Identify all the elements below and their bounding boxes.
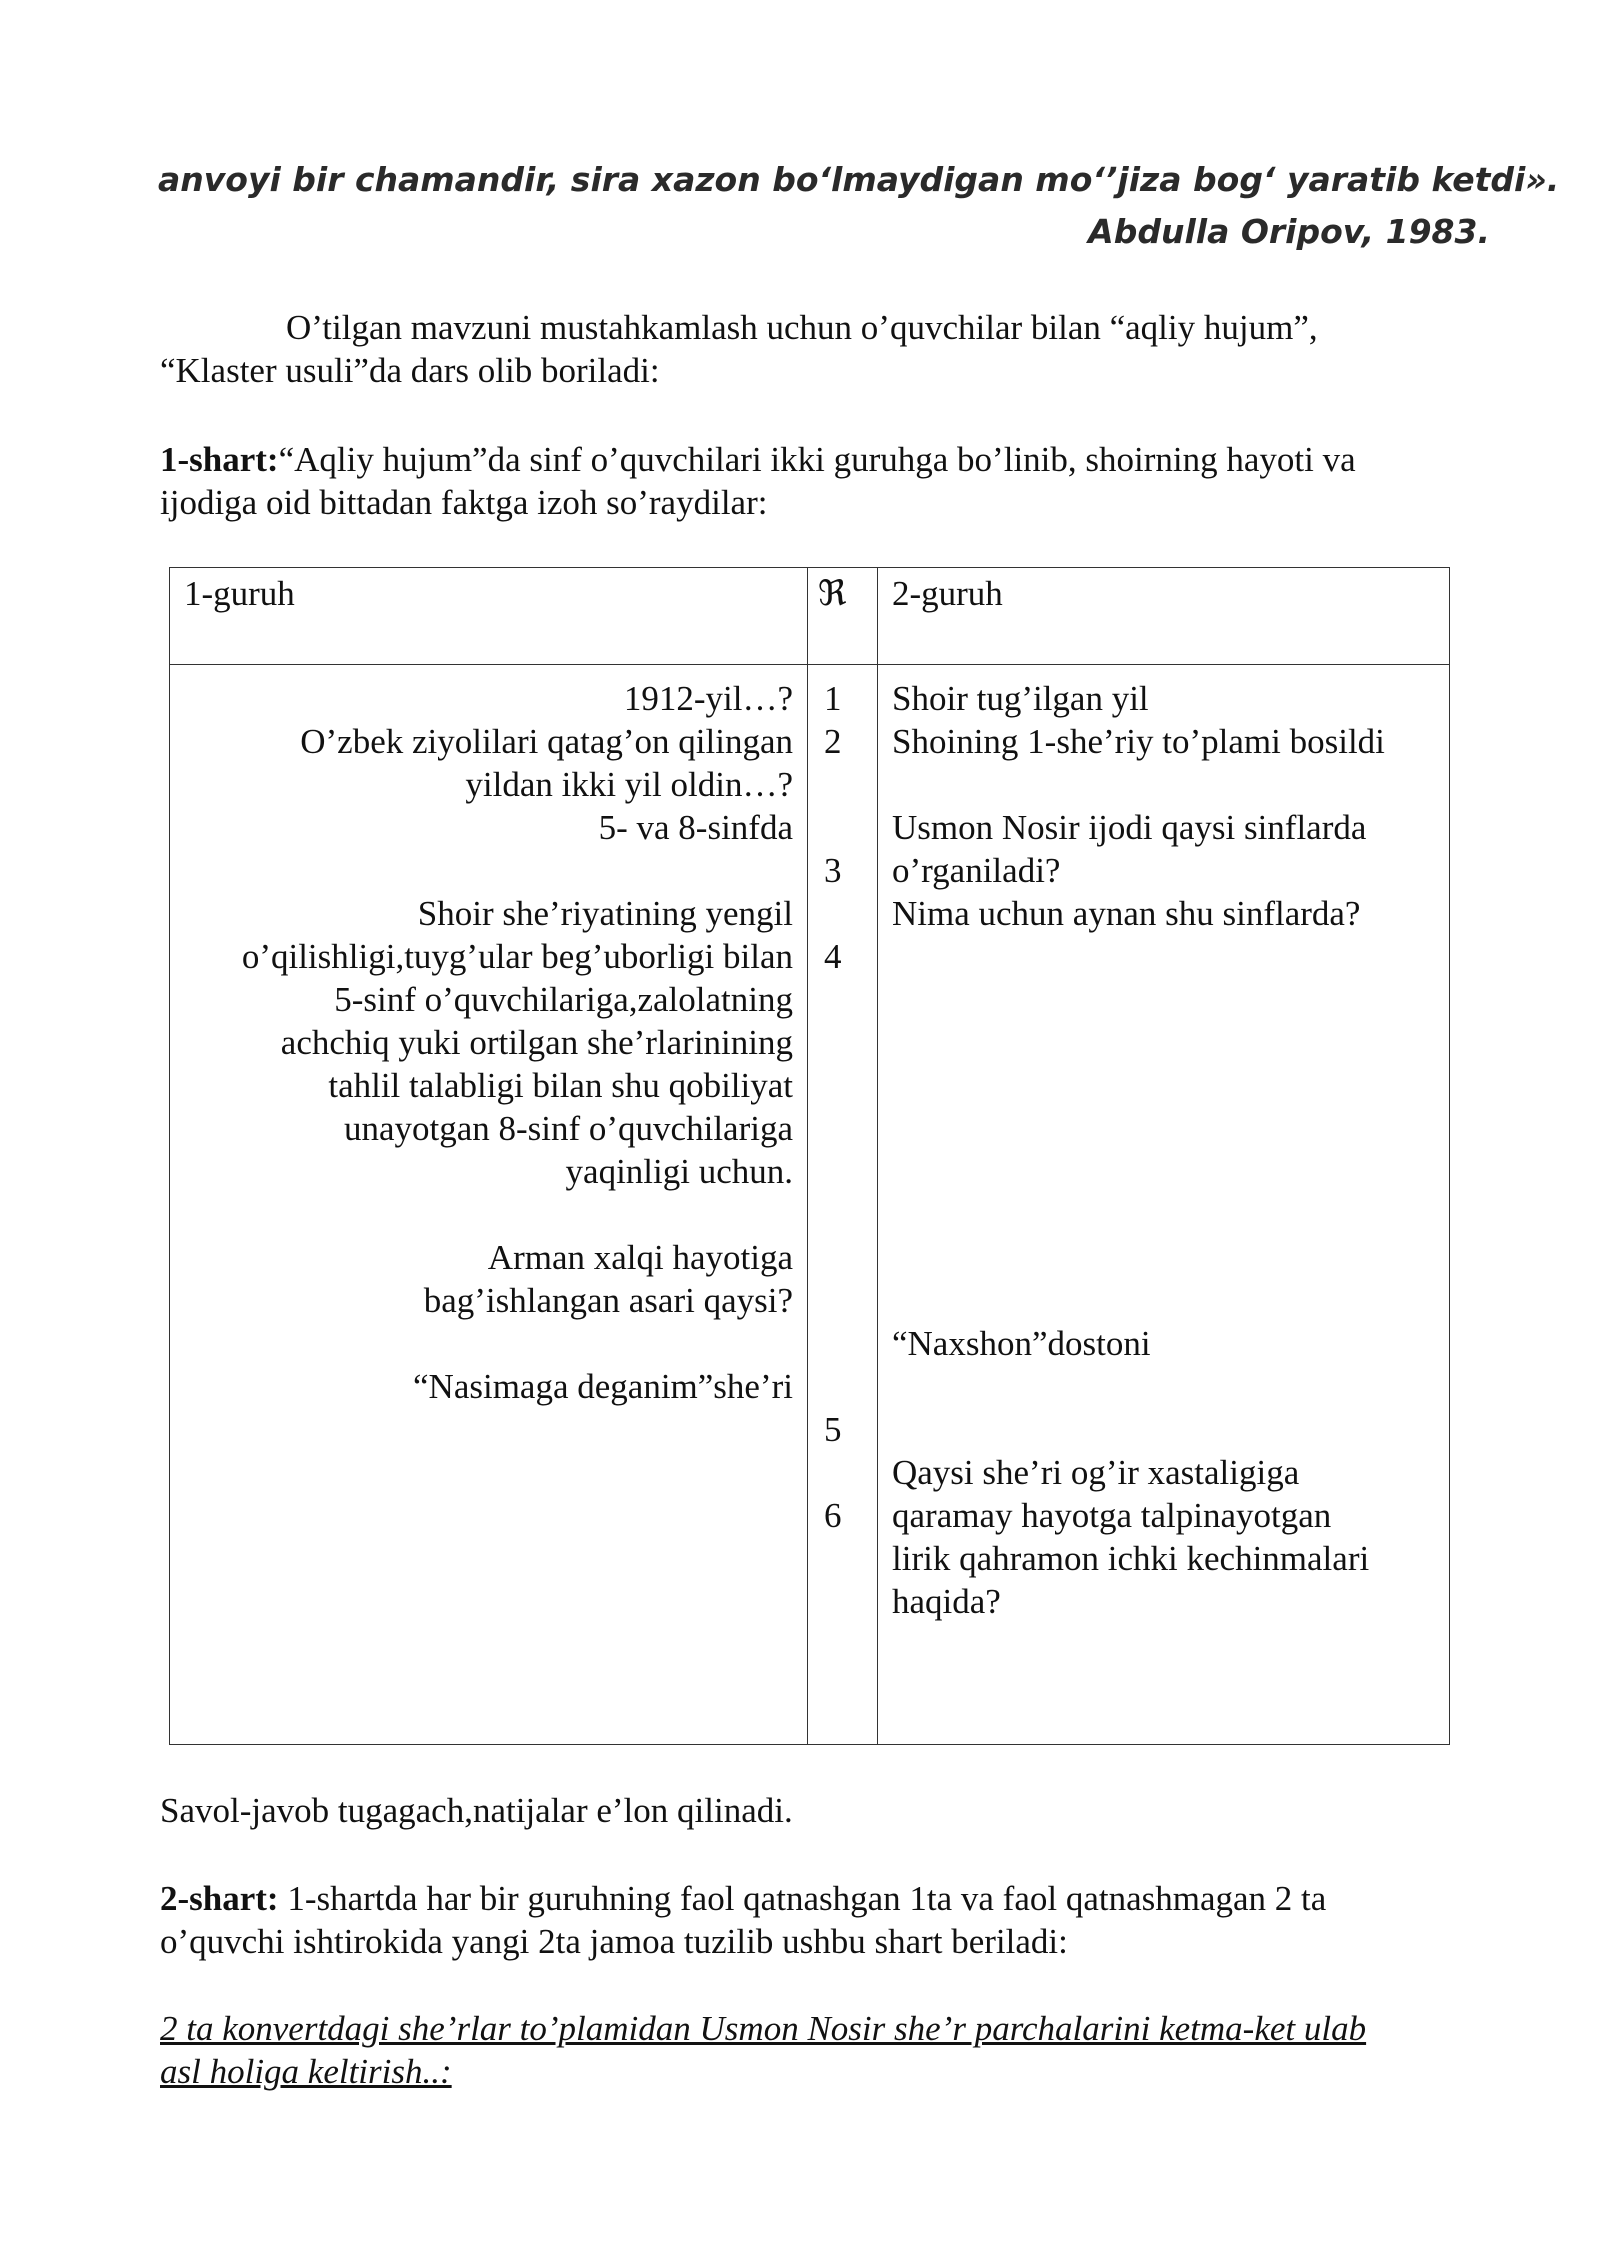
group-2-line: lirik qahramon ichki kechinmalari	[892, 1539, 1370, 1578]
assignment-text	[160, 2007, 1490, 2093]
group-2-line	[892, 1107, 1435, 1150]
group-1-line: o’qilishligi,tuyg’ular beg’uborligi bilan	[241, 937, 793, 976]
task-2-line-1	[160, 1877, 1480, 1920]
group-2-line: Qaysi she’ri og’ir xastaligiga	[892, 1453, 1300, 1492]
group-2-line	[892, 1193, 1435, 1236]
group-2-line: Nima uchun aynan shu sinflarda?	[892, 894, 1361, 933]
row-number	[824, 1365, 877, 1408]
row-number: 6	[824, 1496, 842, 1535]
row-number	[824, 1107, 877, 1150]
group-1-line: Shoir she’riyatining yengil	[417, 894, 793, 933]
group-2-line	[892, 1236, 1435, 1279]
row-number	[824, 892, 877, 935]
row-number	[824, 763, 877, 806]
header-group-1: 1-guruh	[170, 568, 808, 665]
group-1-line: 5-sinf o’quvchilariga,zalolatning	[334, 980, 793, 1019]
group-1-line: achchiq yuki ortilgan she’rlarinining	[280, 1023, 793, 1062]
group-2-line	[892, 978, 1435, 1021]
group-2-line	[892, 1021, 1435, 1064]
group-2-line: qaramay hayotga talpinayotgan	[892, 1496, 1332, 1535]
task-2-line-2: o’quvchi ishtirokida yangi 2ta jamoa tuzilib ushbu shart beriladi:	[160, 1922, 1068, 1961]
task-2-paragraph	[160, 1877, 1480, 1963]
group-2-line	[892, 763, 1435, 806]
header-group-2: 2-guruh	[878, 568, 1450, 665]
group-2-line	[892, 1150, 1435, 1193]
group-1-column	[170, 665, 808, 1745]
intro-paragraph	[160, 306, 1460, 392]
intro-line-1: O’tilgan mavzuni mustahkamlash uchun o’quvchilar bilan “aqliy hujum”,	[286, 308, 1318, 347]
group-1-line	[184, 1322, 793, 1365]
row-number: 1	[824, 679, 842, 718]
row-number	[824, 1021, 877, 1064]
results-note: Savol-javob tugagach,natijalar e’lon qilinadi.	[160, 1791, 793, 1830]
group-1-line: 5- va 8-sinfda	[598, 808, 793, 847]
row-number: 4	[824, 937, 842, 976]
group-2-line: o’rganiladi?	[892, 851, 1061, 890]
quote-text: anvoyi bir chamandir, sira xazon bo‘lmaydigan mo‘’jiza bog‘ yaratib ketdi».	[158, 160, 1560, 199]
task-2-label: 2-shart:	[160, 1879, 279, 1918]
group-1-line: Arman xalqi hayotiga	[487, 1238, 793, 1277]
row-number	[824, 1064, 877, 1107]
group-1-line: yaqinligi uchun.	[565, 1152, 793, 1191]
header-number: ℜ	[808, 568, 878, 665]
group-2-line	[892, 1279, 1435, 1322]
row-number	[824, 1236, 877, 1279]
number-column	[808, 665, 878, 1745]
group-2-line	[892, 1064, 1435, 1107]
task-1-label: 1-shart:	[160, 440, 279, 479]
task-1-paragraph	[160, 438, 1480, 524]
epigraph-quote	[158, 154, 1560, 258]
task-2-text: 1-shartda har bir guruhning faol qatnashgan 1ta va faol qatnashmagan 2 ta	[278, 1879, 1327, 1918]
intro-line-2: “Klaster usuli”da dars olib boriladi:	[160, 351, 660, 390]
row-number: 5	[824, 1410, 842, 1449]
group-1-line	[184, 849, 793, 892]
group-1-line: bag’ishlangan asari qaysi?	[423, 1281, 793, 1320]
group-1-line: yildan ikki yil oldin…?	[465, 765, 793, 804]
row-number	[824, 1193, 877, 1236]
task-1-line-2: ijodiga oid bittadan faktga izoh so’raydilar:	[160, 483, 768, 522]
row-number: 2	[824, 722, 842, 761]
row-number	[824, 1150, 877, 1193]
group-1-line: unayotgan 8-sinf o’quvchilariga	[343, 1109, 793, 1148]
group-2-line: haqida?	[892, 1582, 1001, 1621]
row-number	[824, 978, 877, 1021]
assignment-line-1: 2 ta konvertdagi she’rlar to’plamidan Usmon Nosir she’r parchalarini ketma-ket ulab	[160, 2009, 1367, 2048]
facts-table	[169, 567, 1450, 1745]
group-1-line: 1912-yil…?	[623, 679, 793, 718]
group-2-line: Usmon Nosir ijodi qaysi sinflarda	[892, 808, 1367, 847]
assignment-line-2: asl holiga keltirish..:	[160, 2052, 452, 2091]
group-2-line: Shoir tug’ilgan yil	[892, 679, 1149, 718]
group-2-line: Shoining 1-she’riy to’plami bosildi	[892, 722, 1385, 761]
table-body-row	[170, 665, 1450, 1745]
task-1-line-1	[160, 438, 1480, 481]
group-2-line	[892, 1408, 1435, 1451]
group-1-line: O’zbek ziyolilari qatag’on qilingan	[300, 722, 793, 761]
group-2-line	[892, 935, 1435, 978]
row-number: 3	[824, 851, 842, 890]
group-1-line	[184, 1193, 793, 1236]
group-1-line: tahlil talabligi bilan shu qobiliyat	[328, 1066, 793, 1105]
group-2-line	[892, 1365, 1435, 1408]
table-header-row	[170, 568, 1450, 665]
row-number	[824, 1451, 877, 1494]
group-2-column	[878, 665, 1450, 1745]
row-number	[824, 806, 877, 849]
quote-author: Abdulla Oripov, 1983.	[1088, 212, 1490, 251]
row-number	[824, 1322, 877, 1365]
task-1-text: “Aqliy hujum”da sinf o’quvchilari ikki guruhga bo’linib, shoirning hayoti va	[278, 440, 1356, 479]
group-1-line: “Nasimaga deganim”she’ri	[413, 1367, 793, 1406]
row-number	[824, 1279, 877, 1322]
group-2-line: “Naxshon”dostoni	[892, 1324, 1151, 1363]
